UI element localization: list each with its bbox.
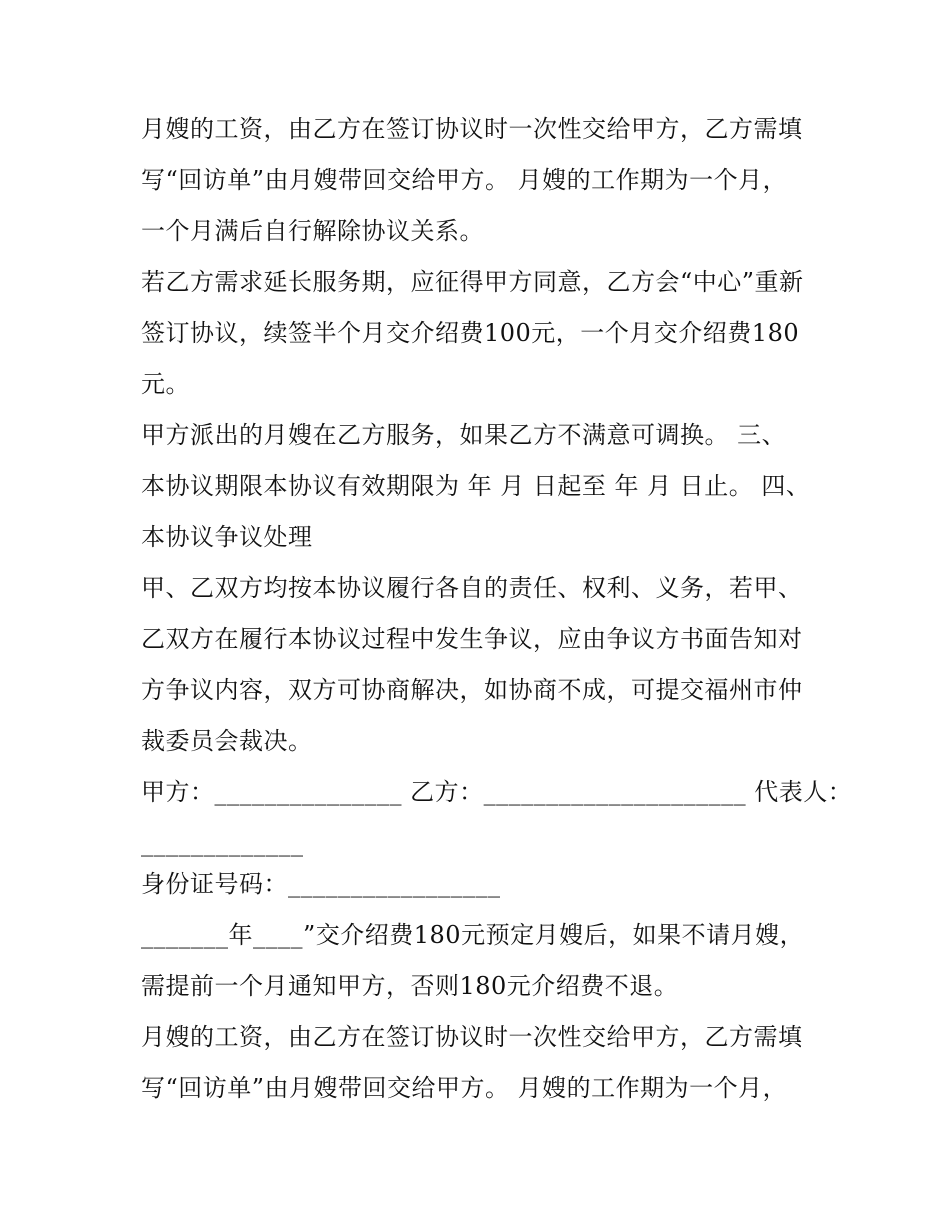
text-line: 签订协议，续签半个月交介绍费100元，一个月交介绍费180	[141, 319, 800, 347]
text-line: 裁委员会裁决。	[141, 727, 313, 755]
signature-line: _____________	[141, 829, 304, 857]
signature-line: 甲方：_______________ 乙方：_____________________ 代表人：	[141, 778, 853, 806]
text-line: 需提前一个月通知甲方，否则180元介绍费不退。	[141, 972, 679, 1000]
text-line: 若乙方需求延长服务期，应征得甲方同意，乙方会“中心”重新	[141, 268, 804, 296]
text-line: 元。	[141, 370, 190, 398]
text-line: 本协议争议处理	[141, 523, 313, 551]
text-line: 方争议内容，双方可协商解决，如协商不成，可提交福州市仲	[141, 676, 803, 704]
text-line: 乙双方在履行本协议过程中发生争议，应由争议方书面告知对	[141, 625, 803, 653]
text-line: 写“回访单”由月嫂带回交给甲方。 月嫂的工作期为一个月，	[141, 166, 788, 194]
text-line: 月嫂的工资，由乙方在签订协议时一次性交给甲方，乙方需填	[141, 1023, 803, 1051]
text-line: _______年____”交介绍费180元预定月嫂后，如果不请月嫂，	[141, 921, 805, 949]
text-line: 写“回访单”由月嫂带回交给甲方。 月嫂的工作期为一个月，	[141, 1074, 788, 1102]
text-line: 一个月满后自行解除协议关系。	[141, 217, 484, 245]
text-line: 本协议期限本协议有效期限为 年 月 日起至 年 月 日止。 四、	[141, 472, 811, 500]
text-line: 甲方派出的月嫂在乙方服务，如果乙方不满意可调换。 三、	[141, 421, 787, 449]
id-number-line: 身份证号码：_________________	[141, 870, 501, 898]
text-line: 甲、乙双方均按本协议履行各自的责任、权利、义务，若甲、	[141, 574, 803, 602]
text-line: 月嫂的工资，由乙方在签订协议时一次性交给甲方，乙方需填	[141, 115, 803, 143]
